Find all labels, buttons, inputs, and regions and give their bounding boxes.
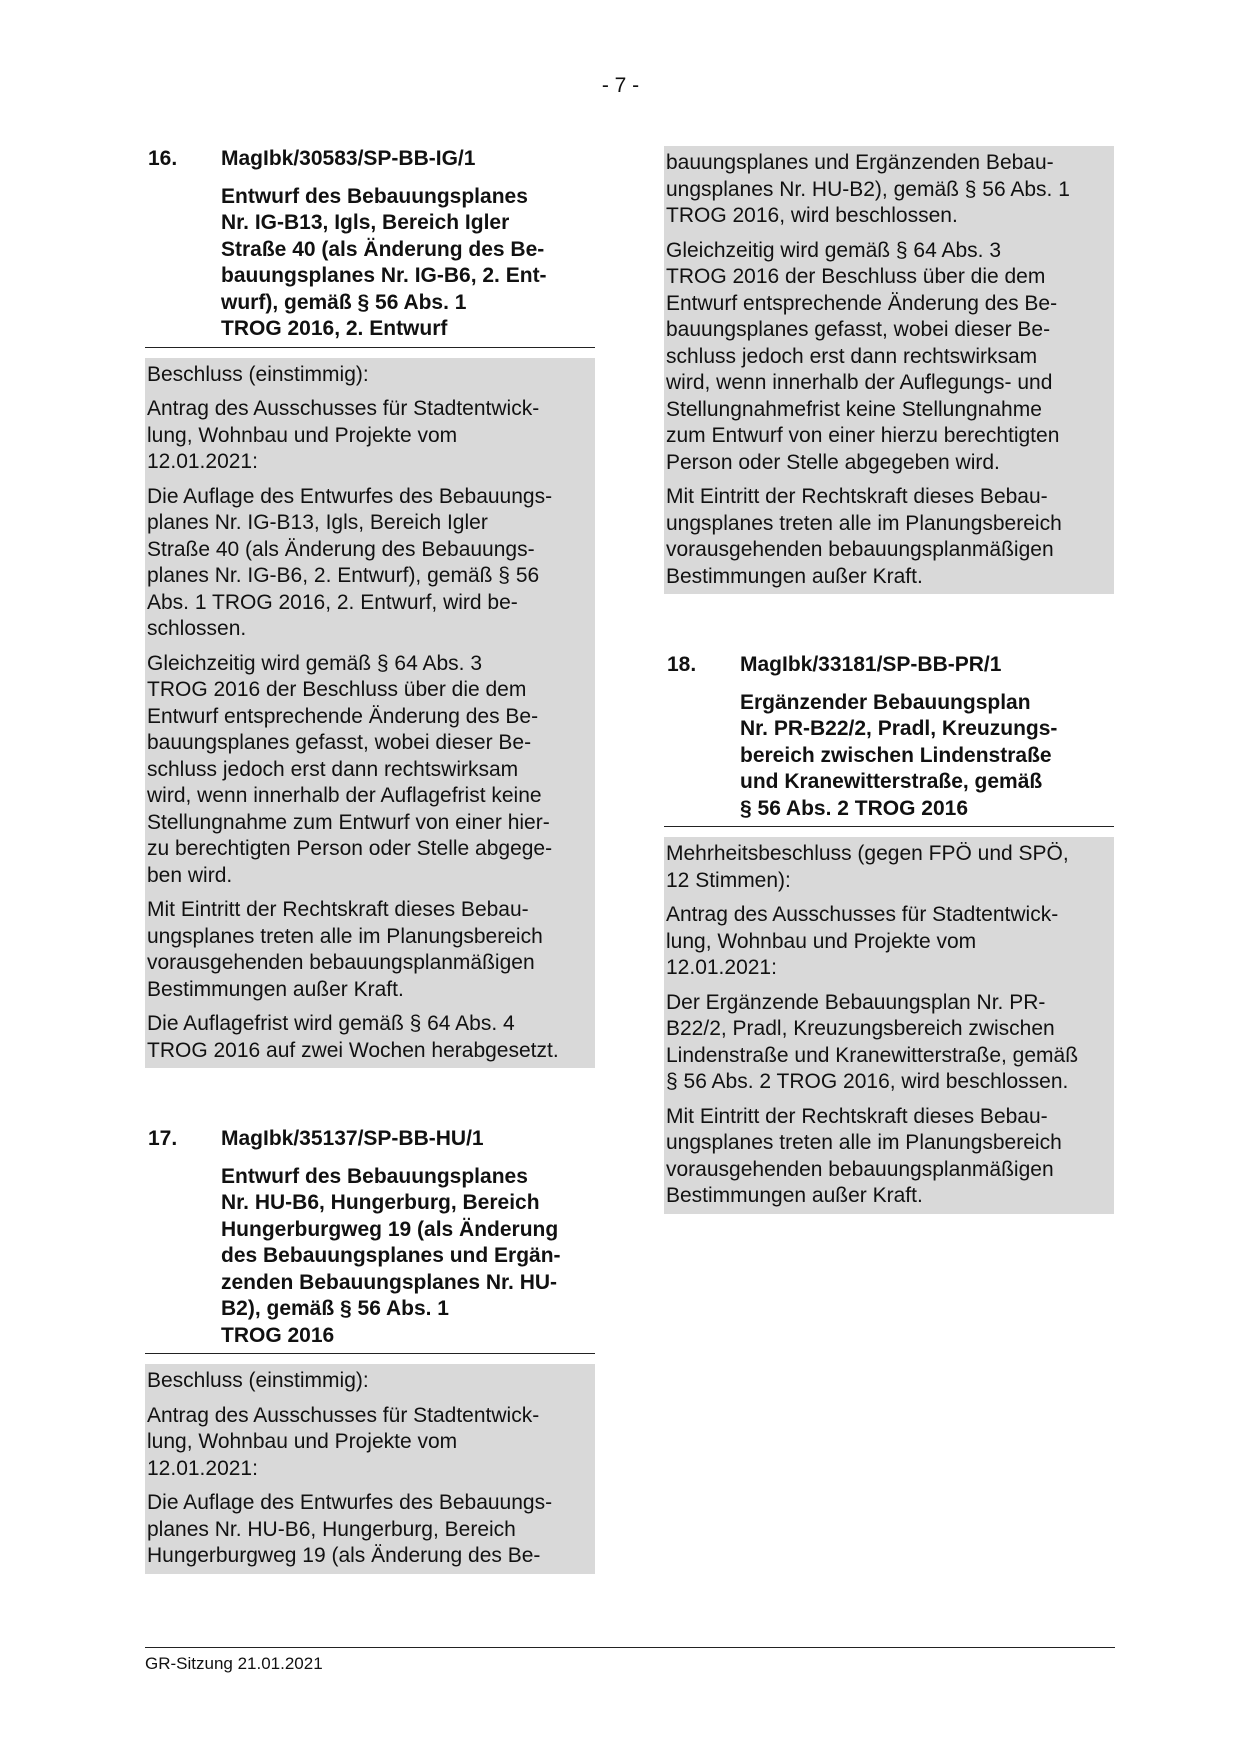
text-line: schluss jedoch erst dann rechtswirksam <box>666 344 1038 368</box>
text-line: wird, wenn innerhalb der Auflegungs- und <box>666 371 1053 394</box>
text-line: Die Auflagefrist wird gemäß § 64 Abs. 4 <box>147 1012 515 1035</box>
text-line: ungsplanes treten alle im Planungsbereich <box>147 924 543 948</box>
text-line: Gleichzeitig wird gemäß § 64 Abs. 3 <box>666 238 1001 262</box>
text-line: bereich zwischen Lindenstraße <box>740 743 1052 767</box>
paragraph <box>666 484 1114 590</box>
paragraph <box>147 897 595 1003</box>
text-line: bauungsplanes gefasst, wobei dieser Be- <box>147 731 532 754</box>
resolution-block <box>664 837 1114 1214</box>
paragraph <box>147 651 595 890</box>
text-line: Straße 40 (als Änderung des Be- <box>221 237 545 261</box>
resolution-block-continued <box>664 146 1114 594</box>
text-line: Stellungnahmefrist keine Stellungnahme <box>666 397 1042 421</box>
text-line: schluss jedoch erst dann rechtswirksam <box>147 757 519 781</box>
text-line: Straße 40 (als Änderung des Bebauungs- <box>147 537 535 561</box>
left-column <box>145 146 595 1574</box>
item-number: 18. <box>667 653 697 676</box>
text-line: Abs. 1 TROG 2016, 2. Entwurf, wird be- <box>147 590 518 614</box>
text-line: Entwurf des Bebauungsplanes <box>221 184 528 208</box>
item-title <box>664 690 1114 828</box>
text-line: Antrag des Ausschusses für Stadtentwick- <box>147 397 540 420</box>
text-line: ben wird. <box>147 863 233 887</box>
text-line: wird, wenn innerhalb der Auflagefrist keine <box>147 784 542 807</box>
text-line: Der Ergänzende Bebauungsplan Nr. PR- <box>666 990 1046 1014</box>
paragraph <box>666 841 1114 894</box>
text-line: Beschluss (einstimmig): <box>147 1369 369 1392</box>
item-heading <box>145 1126 595 1153</box>
text-line: bauungsplanes gefasst, wobei dieser Be- <box>666 318 1051 341</box>
text-line: Lindenstraße und Kranewitterstraße, gemäß <box>666 1043 1079 1067</box>
text-line: Mit Eintritt der Rechtskraft dieses Bebau- <box>147 898 529 921</box>
item-number: 16. <box>148 147 178 170</box>
text-line: Die Auflage des Entwurfes des Bebauungs- <box>147 1491 553 1514</box>
paragraph <box>147 1368 595 1395</box>
paragraph <box>147 1011 595 1064</box>
text-line: planes Nr. IG-B6, 2. Entwurf), gemäß § 56 <box>147 564 540 587</box>
text-line: TROG 2016, 2. Entwurf <box>221 317 448 340</box>
text-line: planes Nr. IG-B13, Igls, Bereich Igler <box>147 511 488 534</box>
text-line: TROG 2016, wird beschlossen. <box>666 204 958 227</box>
text-line: Bestimmungen außer Kraft. <box>666 1184 923 1207</box>
item-reference: MagIbk/35137/SP-BB-HU/1 <box>221 1127 484 1150</box>
text-line: 12 Stimmen): <box>666 868 791 892</box>
text-line: Antrag des Ausschusses für Stadtentwick- <box>147 1403 540 1427</box>
text-line: Mit Eintritt der Rechtskraft dieses Bebau- <box>666 1104 1048 1128</box>
text-line: § 56 Abs. 2 TROG 2016 <box>740 796 968 820</box>
item-reference: MagIbk/30583/SP-BB-IG/1 <box>221 147 476 170</box>
text-line: Person oder Stelle abgegeben wird. <box>666 450 1000 474</box>
item-heading <box>664 652 1114 679</box>
paragraph <box>666 1104 1114 1210</box>
item-reference: MagIbk/33181/SP-BB-PR/1 <box>740 653 1002 676</box>
text-line: wurf), gemäß § 56 Abs. 1 <box>221 290 467 314</box>
resolution-block <box>145 358 595 1069</box>
text-line: TROG 2016 <box>221 1323 335 1347</box>
item-number: 17. <box>148 1127 178 1150</box>
text-line: Die Auflage des Entwurfes des Bebauungs- <box>147 484 553 508</box>
text-line: zum Entwurf von einer hierzu berechtigten <box>666 424 1060 447</box>
text-line: 12.01.2021: <box>147 1456 258 1480</box>
text-line: Entwurf des Bebauungsplanes <box>221 1164 528 1188</box>
text-line: B2), gemäß § 56 Abs. 1 <box>221 1297 449 1320</box>
text-line: Stellungnahme zum Entwurf von einer hier- <box>147 810 550 834</box>
paragraph <box>666 990 1114 1096</box>
agenda-item <box>145 1126 595 1574</box>
paragraph <box>666 150 1114 230</box>
text-line: lung, Wohnbau und Projekte vom <box>147 423 458 447</box>
text-line: 12.01.2021: <box>666 956 777 979</box>
footer-divider <box>145 1647 1115 1648</box>
text-line: TROG 2016 auf zwei Wochen herabgesetzt. <box>147 1038 559 1062</box>
paragraph <box>147 484 595 643</box>
text-line: Nr. HU-B6, Hungerburg, Bereich <box>221 1191 540 1214</box>
text-line: § 56 Abs. 2 TROG 2016, wird beschlossen. <box>666 1070 1069 1093</box>
paragraph <box>147 362 595 389</box>
text-line: 12.01.2021: <box>147 450 258 473</box>
agenda-item <box>145 146 595 1068</box>
text-line: ungsplanes treten alle im Planungsbereich <box>666 1131 1062 1154</box>
text-line: bauungsplanes und Ergänzenden Bebau- <box>666 151 1054 174</box>
text-line: Gleichzeitig wird gemäß § 64 Abs. 3 <box>147 651 482 675</box>
text-line: Mit Eintritt der Rechtskraft dieses Bebau- <box>666 485 1048 508</box>
text-line: Bestimmungen außer Kraft. <box>147 977 404 1001</box>
page-number: - 7 - <box>601 74 640 97</box>
agenda-item <box>664 652 1114 1214</box>
text-line: ungsplanes treten alle im Planungsbereich <box>666 511 1062 535</box>
right-column <box>664 146 1114 1214</box>
text-line: vorausgehenden bebauungsplanmäßigen <box>666 1157 1054 1181</box>
text-line: Antrag des Ausschusses für Stadtentwick- <box>666 903 1059 926</box>
paragraph <box>147 1490 595 1570</box>
paragraph <box>147 1403 595 1483</box>
text-line: vorausgehenden bebauungsplanmäßigen <box>147 951 535 974</box>
text-line: Bestimmungen außer Kraft. <box>666 564 923 588</box>
text-line: Mehrheitsbeschluss (gegen FPÖ und SPÖ, <box>666 842 1069 865</box>
text-line: schlossen. <box>147 617 247 640</box>
text-line: Ergänzender Bebauungsplan <box>740 690 1031 714</box>
text-line: B22/2, Pradl, Kreuzungsbereich zwischen <box>666 1017 1055 1040</box>
text-line: Hungerburgweg 19 (als Änderung <box>221 1217 559 1241</box>
item-title <box>145 1164 595 1355</box>
item-title <box>145 184 595 348</box>
text-line: Entwurf entsprechende Änderung des Be- <box>666 291 1058 315</box>
text-line: und Kranewitterstraße, gemäß <box>740 770 1043 793</box>
text-line: ungsplanes Nr. HU-B2), gemäß § 56 Abs. 1 <box>666 177 1070 201</box>
text-line: lung, Wohnbau und Projekte vom <box>147 1430 458 1453</box>
text-line: TROG 2016 der Beschluss über die dem <box>666 265 1046 288</box>
text-line: Hungerburgweg 19 (als Änderung des Be- <box>147 1544 541 1567</box>
text-line: lung, Wohnbau und Projekte vom <box>666 929 977 953</box>
text-line: bauungsplanes Nr. IG-B6, 2. Ent- <box>221 264 547 287</box>
paragraph <box>147 396 595 476</box>
text-line: Entwurf entsprechende Änderung des Be- <box>147 704 539 728</box>
text-line: des Bebauungsplanes und Ergän- <box>221 1244 561 1267</box>
text-line: Beschluss (einstimmig): <box>147 362 369 386</box>
footer-session-date: GR-Sitzung 21.01.2021 <box>145 1654 323 1673</box>
text-line: planes Nr. HU-B6, Hungerburg, Bereich <box>147 1517 516 1541</box>
text-line: Nr. PR-B22/2, Pradl, Kreuzungs- <box>740 717 1058 740</box>
text-line: TROG 2016 der Beschluss über die dem <box>147 678 527 701</box>
text-line: vorausgehenden bebauungsplanmäßigen <box>666 538 1054 561</box>
paragraph <box>666 238 1114 477</box>
paragraph <box>666 902 1114 982</box>
resolution-block <box>145 1364 595 1574</box>
item-heading <box>145 146 595 173</box>
text-line: Nr. IG-B13, Igls, Bereich Igler <box>221 211 510 234</box>
text-line: zu berechtigten Person oder Stelle abgege- <box>147 837 553 860</box>
text-line: zenden Bebauungsplanes Nr. HU- <box>221 1270 558 1294</box>
